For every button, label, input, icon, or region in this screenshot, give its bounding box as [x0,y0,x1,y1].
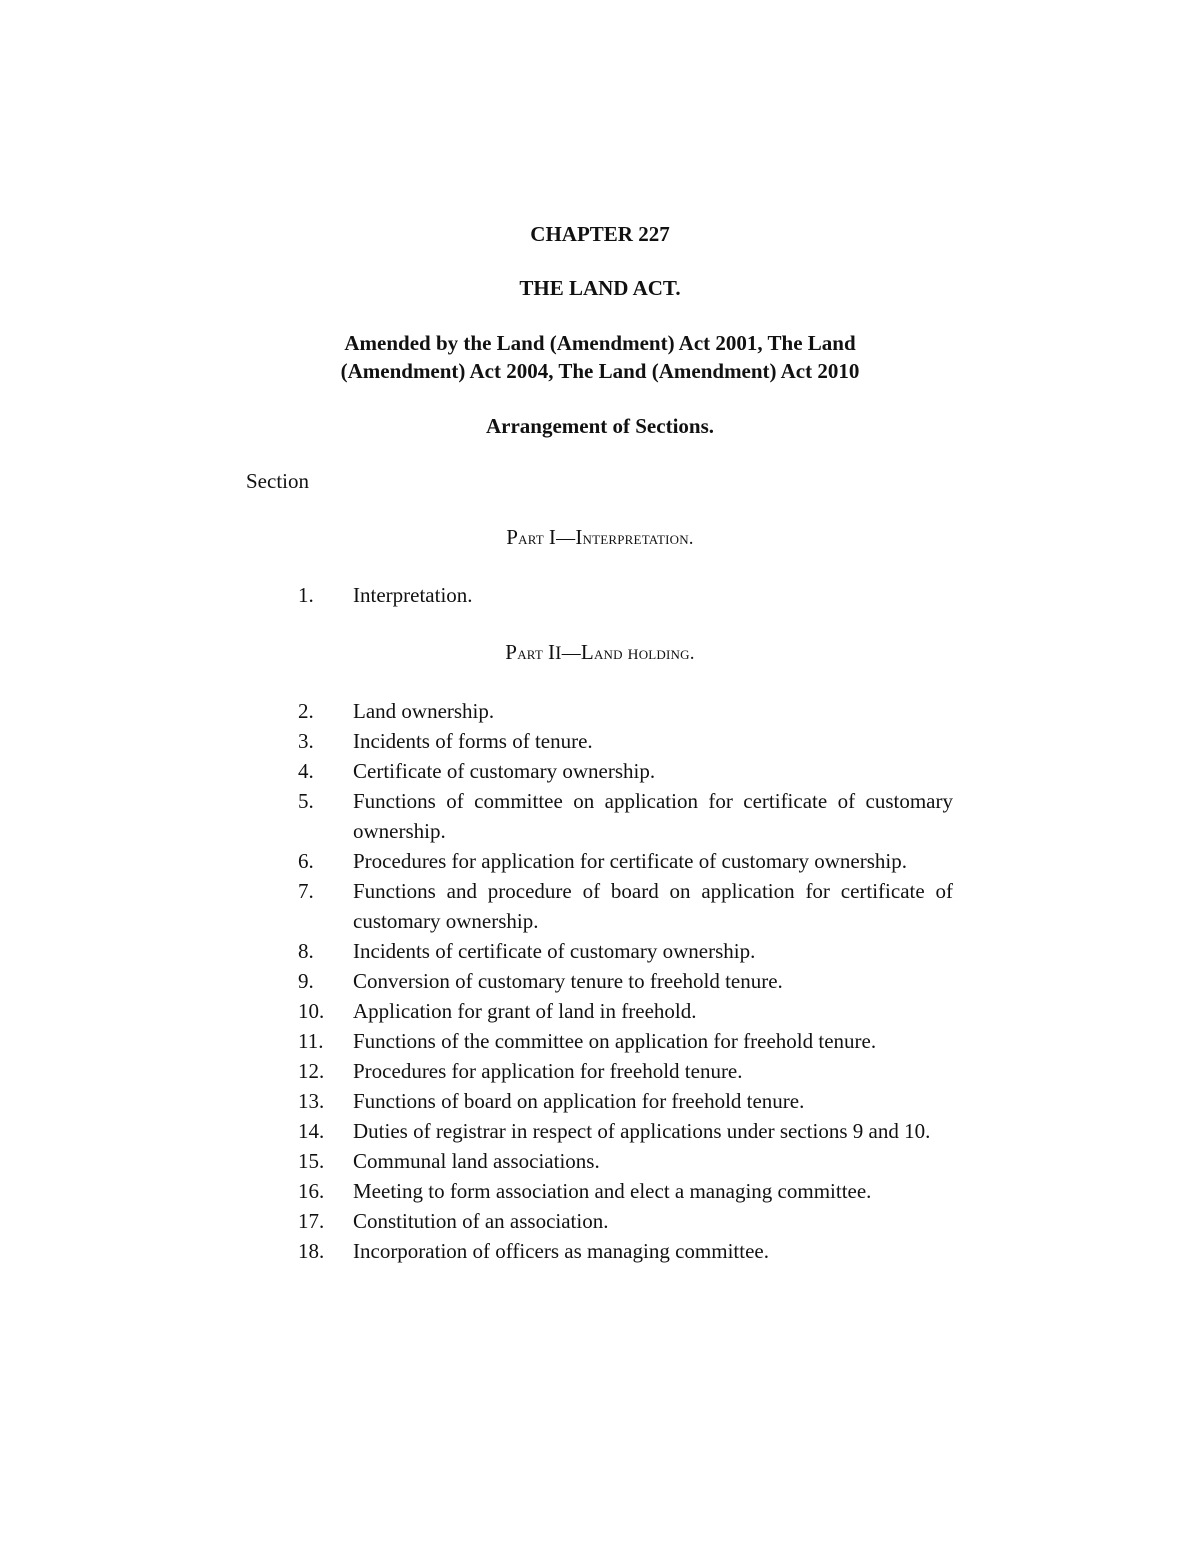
section-number: 10. [298,999,325,1023]
section-number: 9. [298,969,314,993]
act-title: THE LAND ACT. [519,276,681,300]
toc-entry [0,1086,1200,1116]
toc-entry [0,1206,1200,1236]
section-title: Functions of board on application for freehold tenure. [353,1089,805,1113]
section-title: Meeting to form association and elect a managing committee. [353,1179,872,1203]
section-number: 5. [298,789,314,813]
section-title: Duties of registrar in respect of applications under sections 9 and 10. [353,1119,931,1143]
section-number: 18. [298,1239,325,1263]
toc-entry [0,966,1200,996]
section-number: 8. [298,939,314,963]
chapter-heading: CHAPTER 227 [530,222,670,246]
section-number: 1. [298,583,314,607]
section-title: Incorporation of officers as managing committee. [353,1239,769,1263]
toc-entry [0,1176,1200,1206]
part-heading-1: Part I—Interpretation. [506,525,694,549]
section-number: 3. [298,729,314,753]
toc-entry [0,756,1200,786]
toc-entry [0,726,1200,756]
part-2-section-list [0,696,1200,1266]
amendment-line-1: Amended by the Land (Amendment) Act 2001, The Land [344,331,856,355]
section-title: Functions and procedure of board on application for certificate of customary ownership. [353,879,953,933]
toc-entry [0,1116,1200,1146]
toc-entry [0,786,1200,846]
amendment-line-2: (Amendment) Act 2004, The Land (Amendment) Act 2010 [340,359,860,383]
toc-entry [0,1146,1200,1176]
toc-entry [0,996,1200,1026]
arrangement-heading: Arrangement of Sections. [485,414,715,438]
section-number: 4. [298,759,314,783]
section-title: Procedures for application for freehold tenure. [353,1059,743,1083]
section-number: 13. [298,1089,325,1113]
toc-entry [0,936,1200,966]
section-title: Constitution of an association. [353,1209,609,1233]
section-title: Application for grant of land in freehold. [353,999,697,1023]
toc-entry [0,1026,1200,1056]
section-title: Incidents of forms of tenure. [353,729,593,753]
part-1-section-list [0,580,1200,610]
section-title: Land ownership. [353,699,495,723]
toc-entry [0,696,1200,726]
section-number: 14. [298,1119,325,1143]
section-number: 12. [298,1059,325,1083]
section-number: 15. [298,1149,325,1173]
toc-entry [0,1056,1200,1086]
section-number: 6. [298,849,314,873]
section-title: Procedures for application for certificate of customary ownership. [353,849,907,873]
part-heading-2: Part II—Land holding. [505,640,695,664]
toc-entry [0,1236,1200,1266]
section-title: Functions of the committee on application for freehold tenure. [353,1029,877,1053]
section-number: 16. [298,1179,325,1203]
section-title: Conversion of customary tenure to freehold tenure. [353,969,783,993]
section-title: Communal land associations. [353,1149,600,1173]
section-number: 2. [298,699,314,723]
toc-entry [0,846,1200,876]
section-number: 7. [298,879,314,903]
section-column-label: Section [246,469,309,493]
section-title: Functions of committee on application for certificate of customary ownership. [353,789,953,843]
toc-entry [0,580,1200,610]
section-number: 17. [298,1209,325,1233]
section-title: Certificate of customary ownership. [353,759,656,783]
section-title: Interpretation. [353,583,473,607]
toc-entry [0,876,1200,936]
section-title: Incidents of certificate of customary ownership. [353,939,756,963]
section-number: 11. [298,1029,324,1053]
